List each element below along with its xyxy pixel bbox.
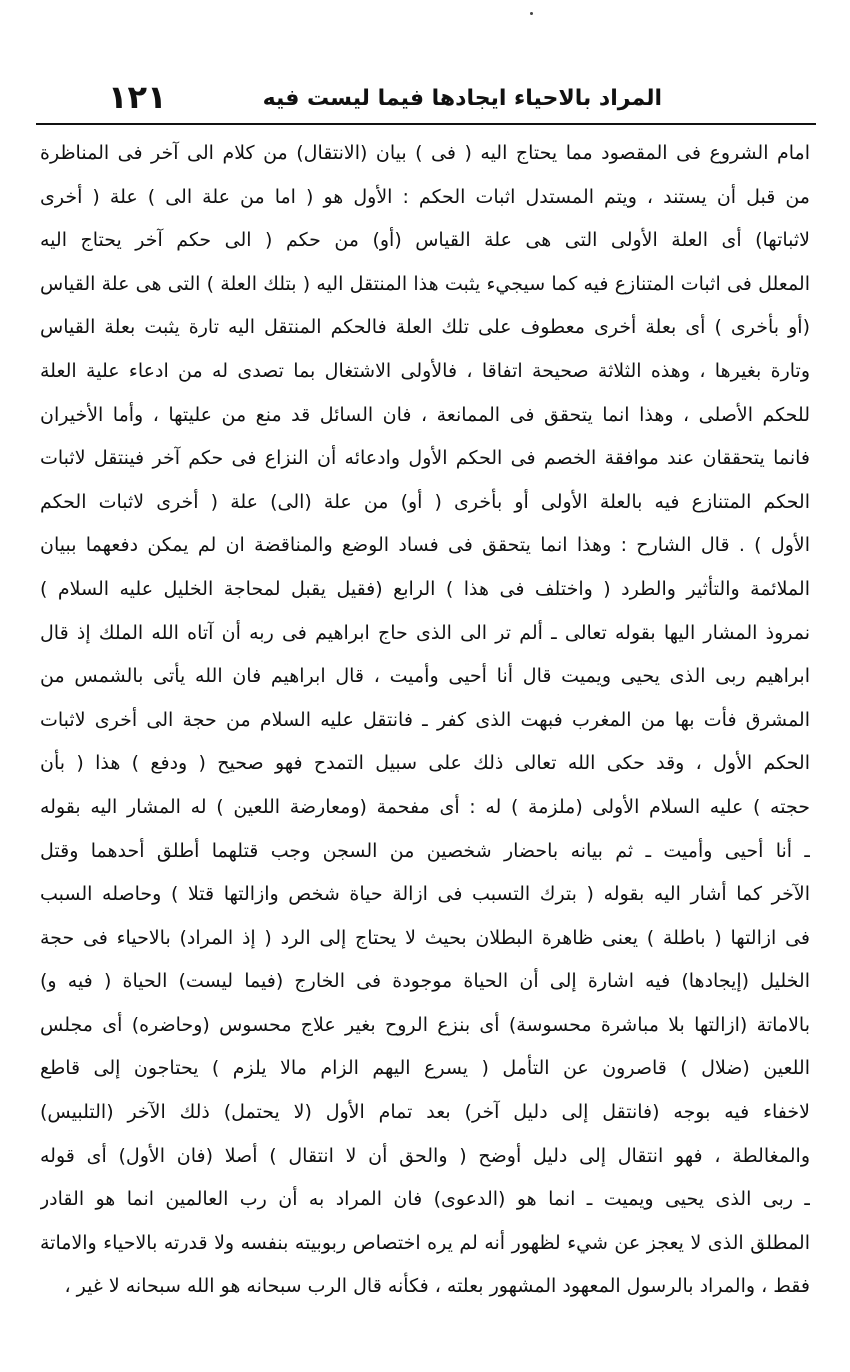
- text-line: امام الشروع فى المقصود مما يحتاج اليه ( فى ) بيان (الانتقال) من كلام الى آخر فى المناظرة: [40, 142, 810, 164]
- text-line: والمغالطة ، فهو انتقال إلى دليل أوضح ( والحق أن لا انتقال ) أصلا (فان الأول) أى قوله: [40, 1144, 810, 1167]
- text-line: بالاماتة (ازالتها بلا مباشرة محسوسة) أى بنزع الروح بغير علاج محسوس (وحاضره) أى مجلس: [40, 1013, 810, 1036]
- text-line: لاثباتها) أى العلة الأولى التى هى علة القياس (أو) من حكم ( الى حكم آخر يحتاج اليه: [40, 229, 810, 252]
- text-line: الملائمة والتأثير والطرد ( واختلف فى هذا ) الرابع (فقيل يقبل لمحاجة الخليل عليه السلام ): [40, 577, 810, 600]
- text-line: الحكم المتنازع فيه بالعلة الأولى أو بأخرى ( أو) من علة (الى) علة ( أخرى لاثبات الحكم: [40, 490, 810, 513]
- text-line: الأول ) . قال الشارح : وهذا انما يتحقق فى فساد الوضع والمناقضة ان لم يمكن دفعهما ببيان: [40, 534, 810, 557]
- text-line: الآخر كما أشار اليه بقوله ( بترك التسبب فى ازالة حياة شخص وازالتها قتلا ) وحاصله السبب: [40, 883, 810, 906]
- text-line: فى ازالتها ( باطلة ) يعنى ظاهرة البطلان بحيث لا يحتاج إلى الرد ( إذ المراد) بالاحياء فى حجة: [40, 926, 810, 949]
- text-line: ـ أنا أحيى وأميت ـ ثم بيانه باحضار شخصين من السجن وجب قتلهما أطلق أحدهما وقتل: [40, 839, 810, 862]
- page-number: ١٢١: [108, 78, 167, 116]
- text-line: للحكم الأصلى ، وهذا انما يتحقق فى الممانعة ، فان السائل قد منع من عليتها ، وأما الأخيران: [40, 403, 810, 426]
- text-line: اللعين (ضلال ) قاصرون عن التأمل ( يسرع اليهم الزام مالا يلزم ) يحتاجون إلى قاطع: [40, 1057, 810, 1080]
- text-line: الحكم الأول ، وقد حكى الله تعالى ذلك على سبيل التمدح فهو صحيح ( ودفع ) هذا ( بأن: [40, 752, 810, 775]
- ink-speck: [530, 12, 533, 15]
- text-line: ابراهيم ربى الذى يحيى ويميت قال أنا أحيى وأميت ، قال ابراهيم فان الله يأتى بالشمس من: [40, 665, 810, 688]
- text-line: من قبل أن يستند ، ويتم المستدل اثبات الحكم : الأول هو ( اما من علة الى ) علة ( أخرى: [40, 185, 810, 208]
- text-line: فقط ، والمراد بالرسول المعهود المشهور بعلته ، فكأنه قال الرب سبحانه هو الله سبحانه لا غير ،: [64, 1275, 810, 1298]
- text-line: ـ ربى الذى يحيى ويميت ـ انما هو (الدعوى) فان المراد به أن رب العالمين انما هو القادر: [40, 1188, 810, 1211]
- text-line: لاخفاء فيه بوجه (فانتقل إلى دليل آخر) بعد تمام الأول (لا يحتمل) ذلك الآخر (التلبيس): [40, 1101, 810, 1124]
- text-line: وتارة بغيرها ، وهذه الثلاثة صحيحة اتفاقا ، فالأولى الاشتغال بما تصدى له من ادعاء علية العلة: [40, 359, 810, 382]
- page-header: [38, 78, 812, 122]
- text-line: المطلق الذى لا يعجز عن شيء لظهور أنه لم يره اختصاص ربوبيته بنفسه ولا قدرته بالاحياء والاماتة: [40, 1231, 810, 1254]
- text-line: (أو بأخرى ) أى بعلة أخرى معطوف على تلك العلة فالحكم المنتقل اليه تارة يثبت بعلة القياس: [40, 316, 810, 339]
- running-title: المراد بالاحياء ايجادها فيما ليست فيه: [262, 86, 662, 111]
- text-line: المعلل فى اثبات المتنازع فيه كما سيجيء يثبت هذا المنتقل اليه ( بتلك العلة ) التى هى علة القياس: [40, 272, 810, 295]
- text-line: المشرق فأت بها من المغرب فبهت الذى كفر ـ فانتقل عليه السلام من حجة الى أخرى لاثبات: [40, 708, 810, 731]
- text-line: حجته ) عليه السلام الأولى (ملزمة ) له : أى مفحمة (ومعارضة اللعين ) له المشار اليه بقوله: [40, 795, 810, 818]
- text-line: الخليل (إيجادها) فيه اشارة إلى أن الحياة موجودة فى الخارج (فيما ليست) الحياة ( فيه و): [40, 970, 810, 993]
- body-text: [40, 132, 810, 1309]
- text-line: فانما يتحققان عند موافقة الخصم فى الحكم الأول وادعائه أن النزاع فى حكم آخر فينتقل لاثبات: [40, 447, 810, 470]
- text-line: نمروذ المشار اليها بقوله تعالى ـ ألم تر الى الذى حاج ابراهيم فى ربه أن آتاه الله الملك إذ قال: [40, 621, 810, 644]
- header-rule: [36, 123, 816, 125]
